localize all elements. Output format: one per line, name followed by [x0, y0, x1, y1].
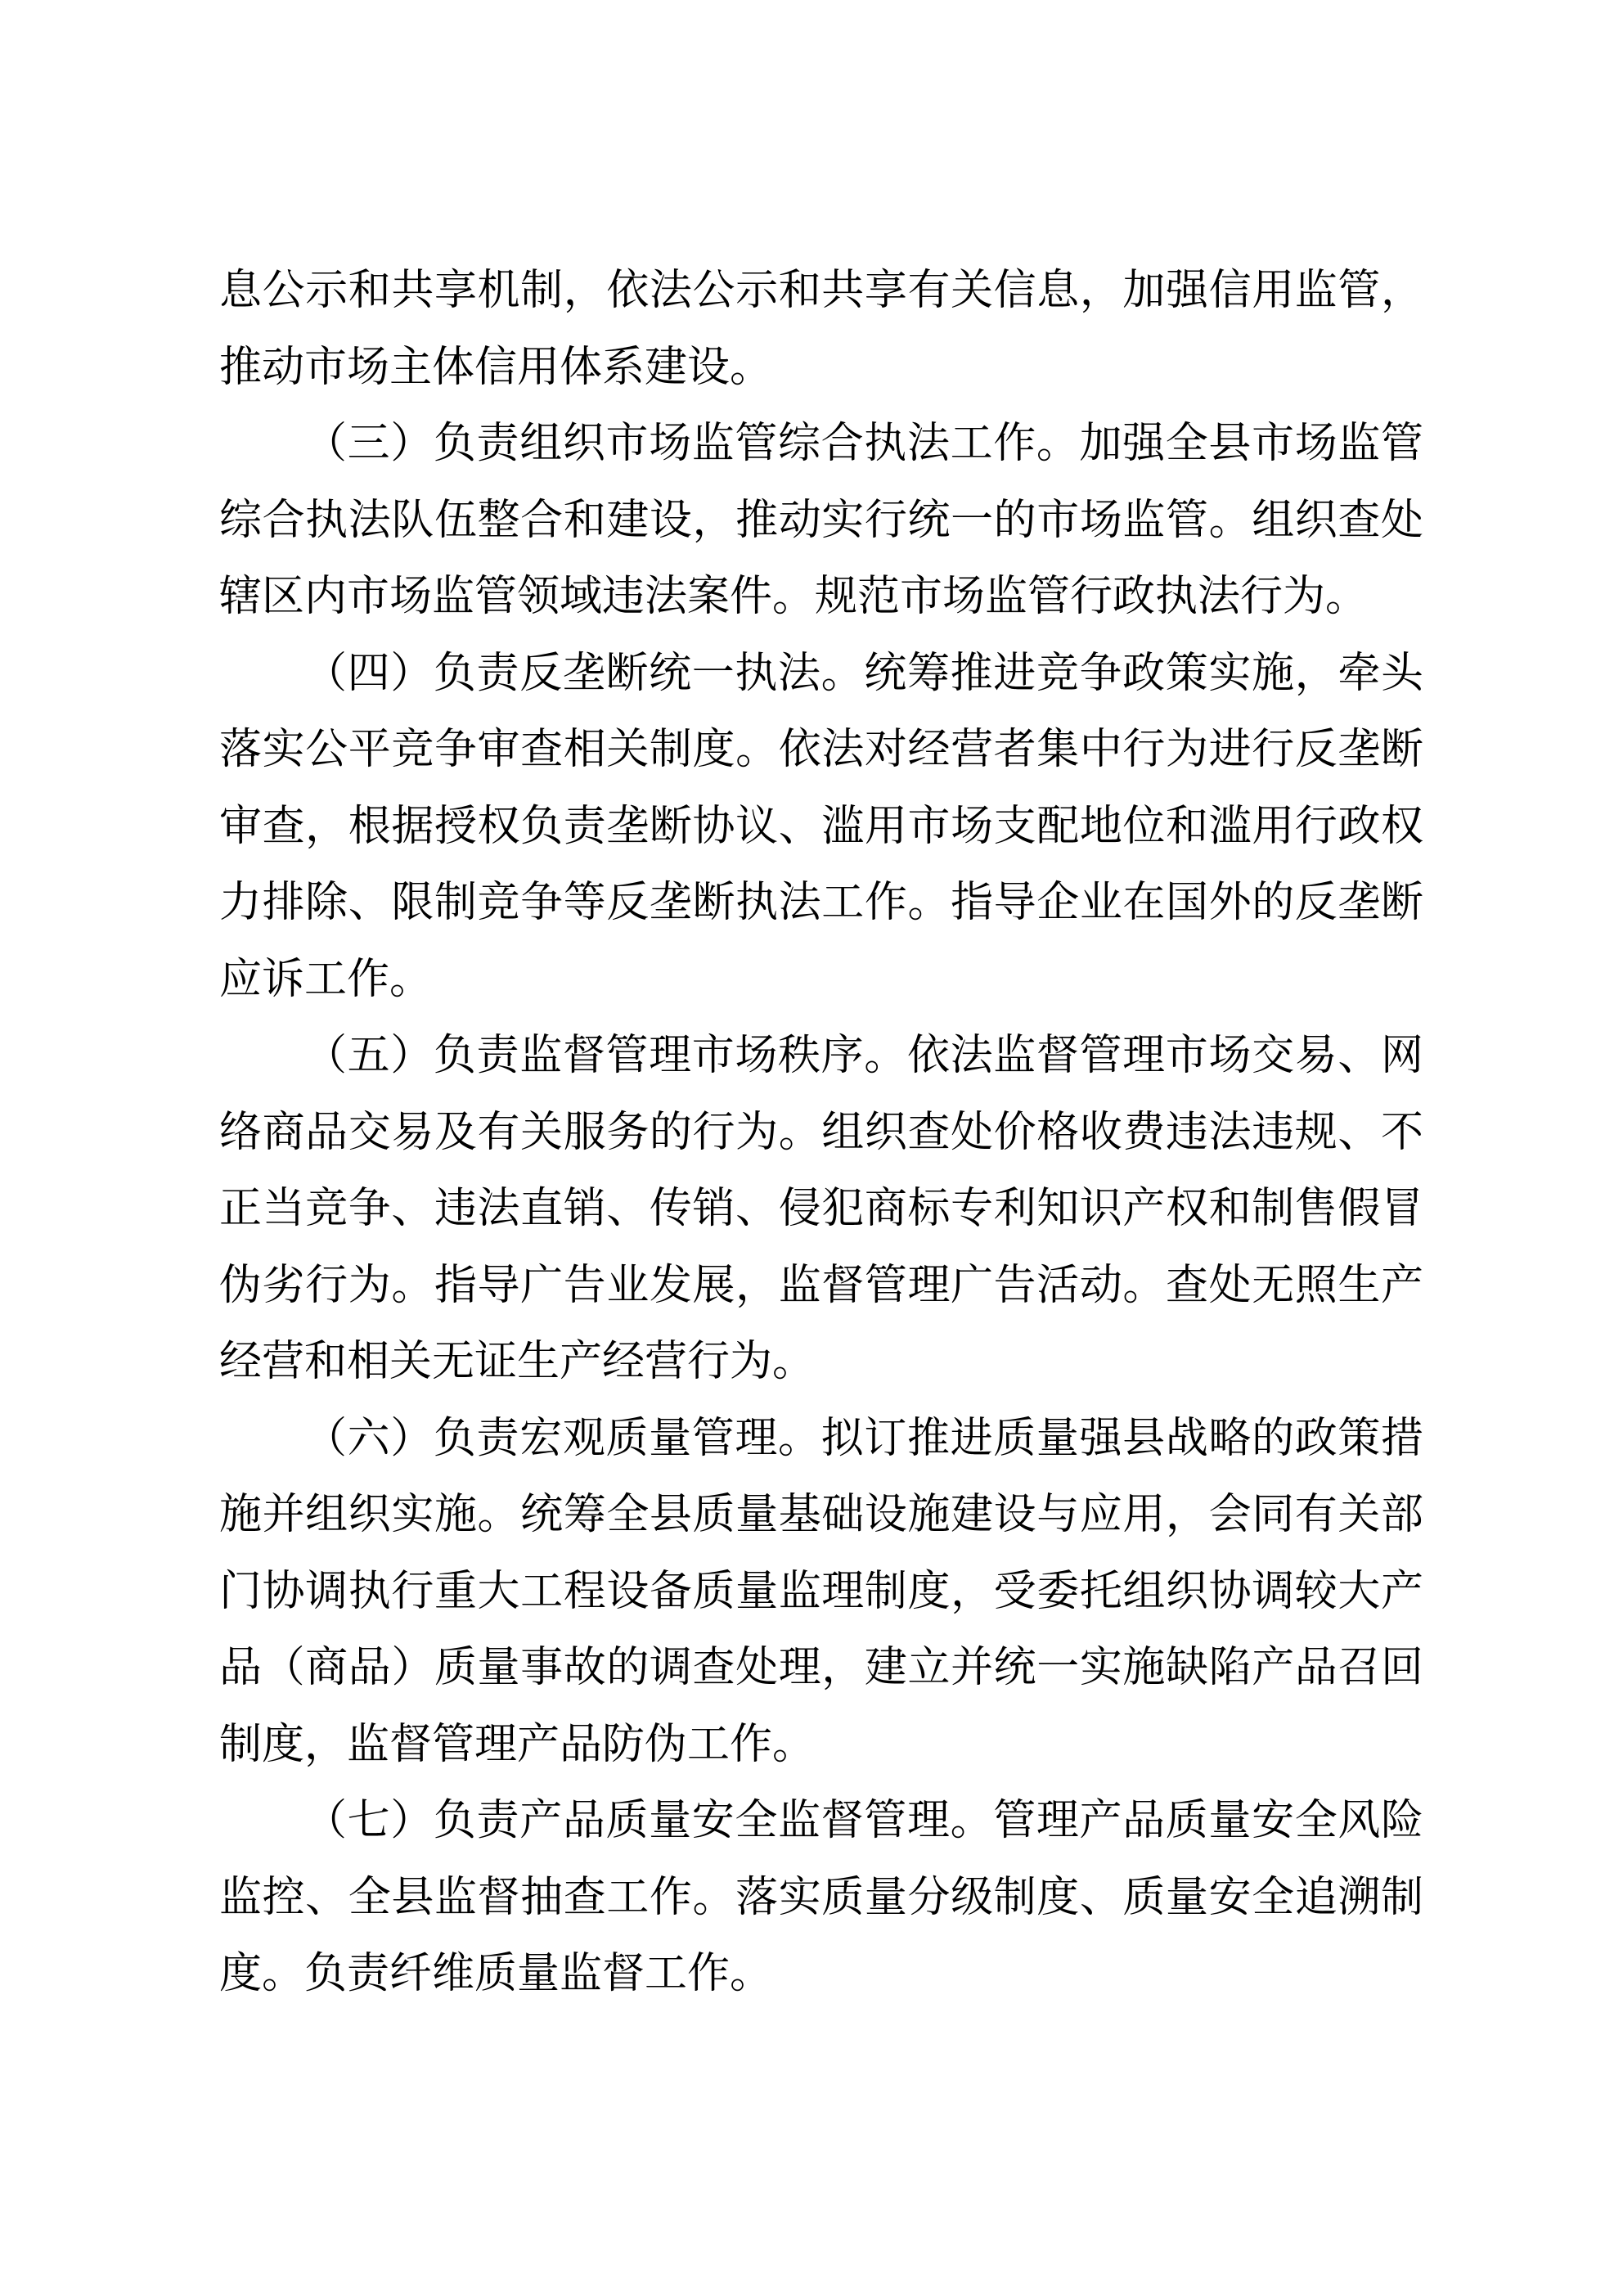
text-line: 制度，监督管理产品防伪工作。: [219, 1721, 816, 1768]
text-line: 推动市场主体信用体系建设。: [219, 344, 773, 391]
text-line: 施并组织实施。统筹全县质量基础设施建设与应用，会同有关部: [219, 1492, 1423, 1538]
text-line: 力排除、限制竞争等反垄断执法工作。指导企业在国外的反垄断: [219, 880, 1423, 926]
text-line: 落实公平竞争审查相关制度。依法对经营者集中行为进行反垄断: [219, 727, 1423, 773]
text-line: （六）负责宏观质量管理。拟订推进质量强县战略的政策措: [304, 1415, 1423, 1462]
text-line: （三）负责组织市场监管综合执法工作。加强全县市场监管: [304, 421, 1423, 467]
text-line: 正当竞争、违法直销、传销、侵犯商标专利知识产权和制售假冒: [219, 1186, 1423, 1232]
text-line: 综合执法队伍整合和建设，推动实行统一的市场监管。组织查处: [219, 497, 1423, 544]
document-text-block: [219, 253, 1423, 2013]
text-line: （四）负责反垄断统一执法。统筹推进竞争政策实施，牵头: [304, 650, 1423, 697]
text-line: 应诉工作。: [219, 956, 433, 1003]
text-line: 门协调执行重大工程设备质量监理制度，受委托组织协调较大产: [219, 1568, 1423, 1615]
text-line: 络商品交易及有关服务的行为。组织查处价格收费违法违规、不: [219, 1109, 1423, 1156]
text-line: 审查，根据授权负责垄断协议、滥用市场支配地位和滥用行政权: [219, 803, 1423, 850]
text-line: 息公示和共享机制，依法公示和共享有关信息，加强信用监管，: [219, 268, 1423, 314]
text-line: 伪劣行为。指导广告业发展，监督管理广告活动。查处无照生产: [219, 1262, 1423, 1309]
text-line: （七）负责产品质量安全监督管理。管理产品质量安全风险: [304, 1798, 1423, 1844]
text-line: 监控、全县监督抽查工作。落实质量分级制度、质量安全追溯制: [219, 1874, 1423, 1921]
text-line: 品（商品）质量事故的调查处理，建立并统一实施缺陷产品召回: [219, 1645, 1423, 1691]
text-line: （五）负责监督管理市场秩序。依法监督管理市场交易、网: [304, 1033, 1423, 1079]
text-line: 辖区内市场监管领域违法案件。规范市场监管行政执法行为。: [219, 574, 1369, 620]
text-line: 经营和相关无证生产经营行为。: [219, 1339, 816, 1385]
text-line: 度。负责纤维质量监督工作。: [219, 1951, 773, 1997]
